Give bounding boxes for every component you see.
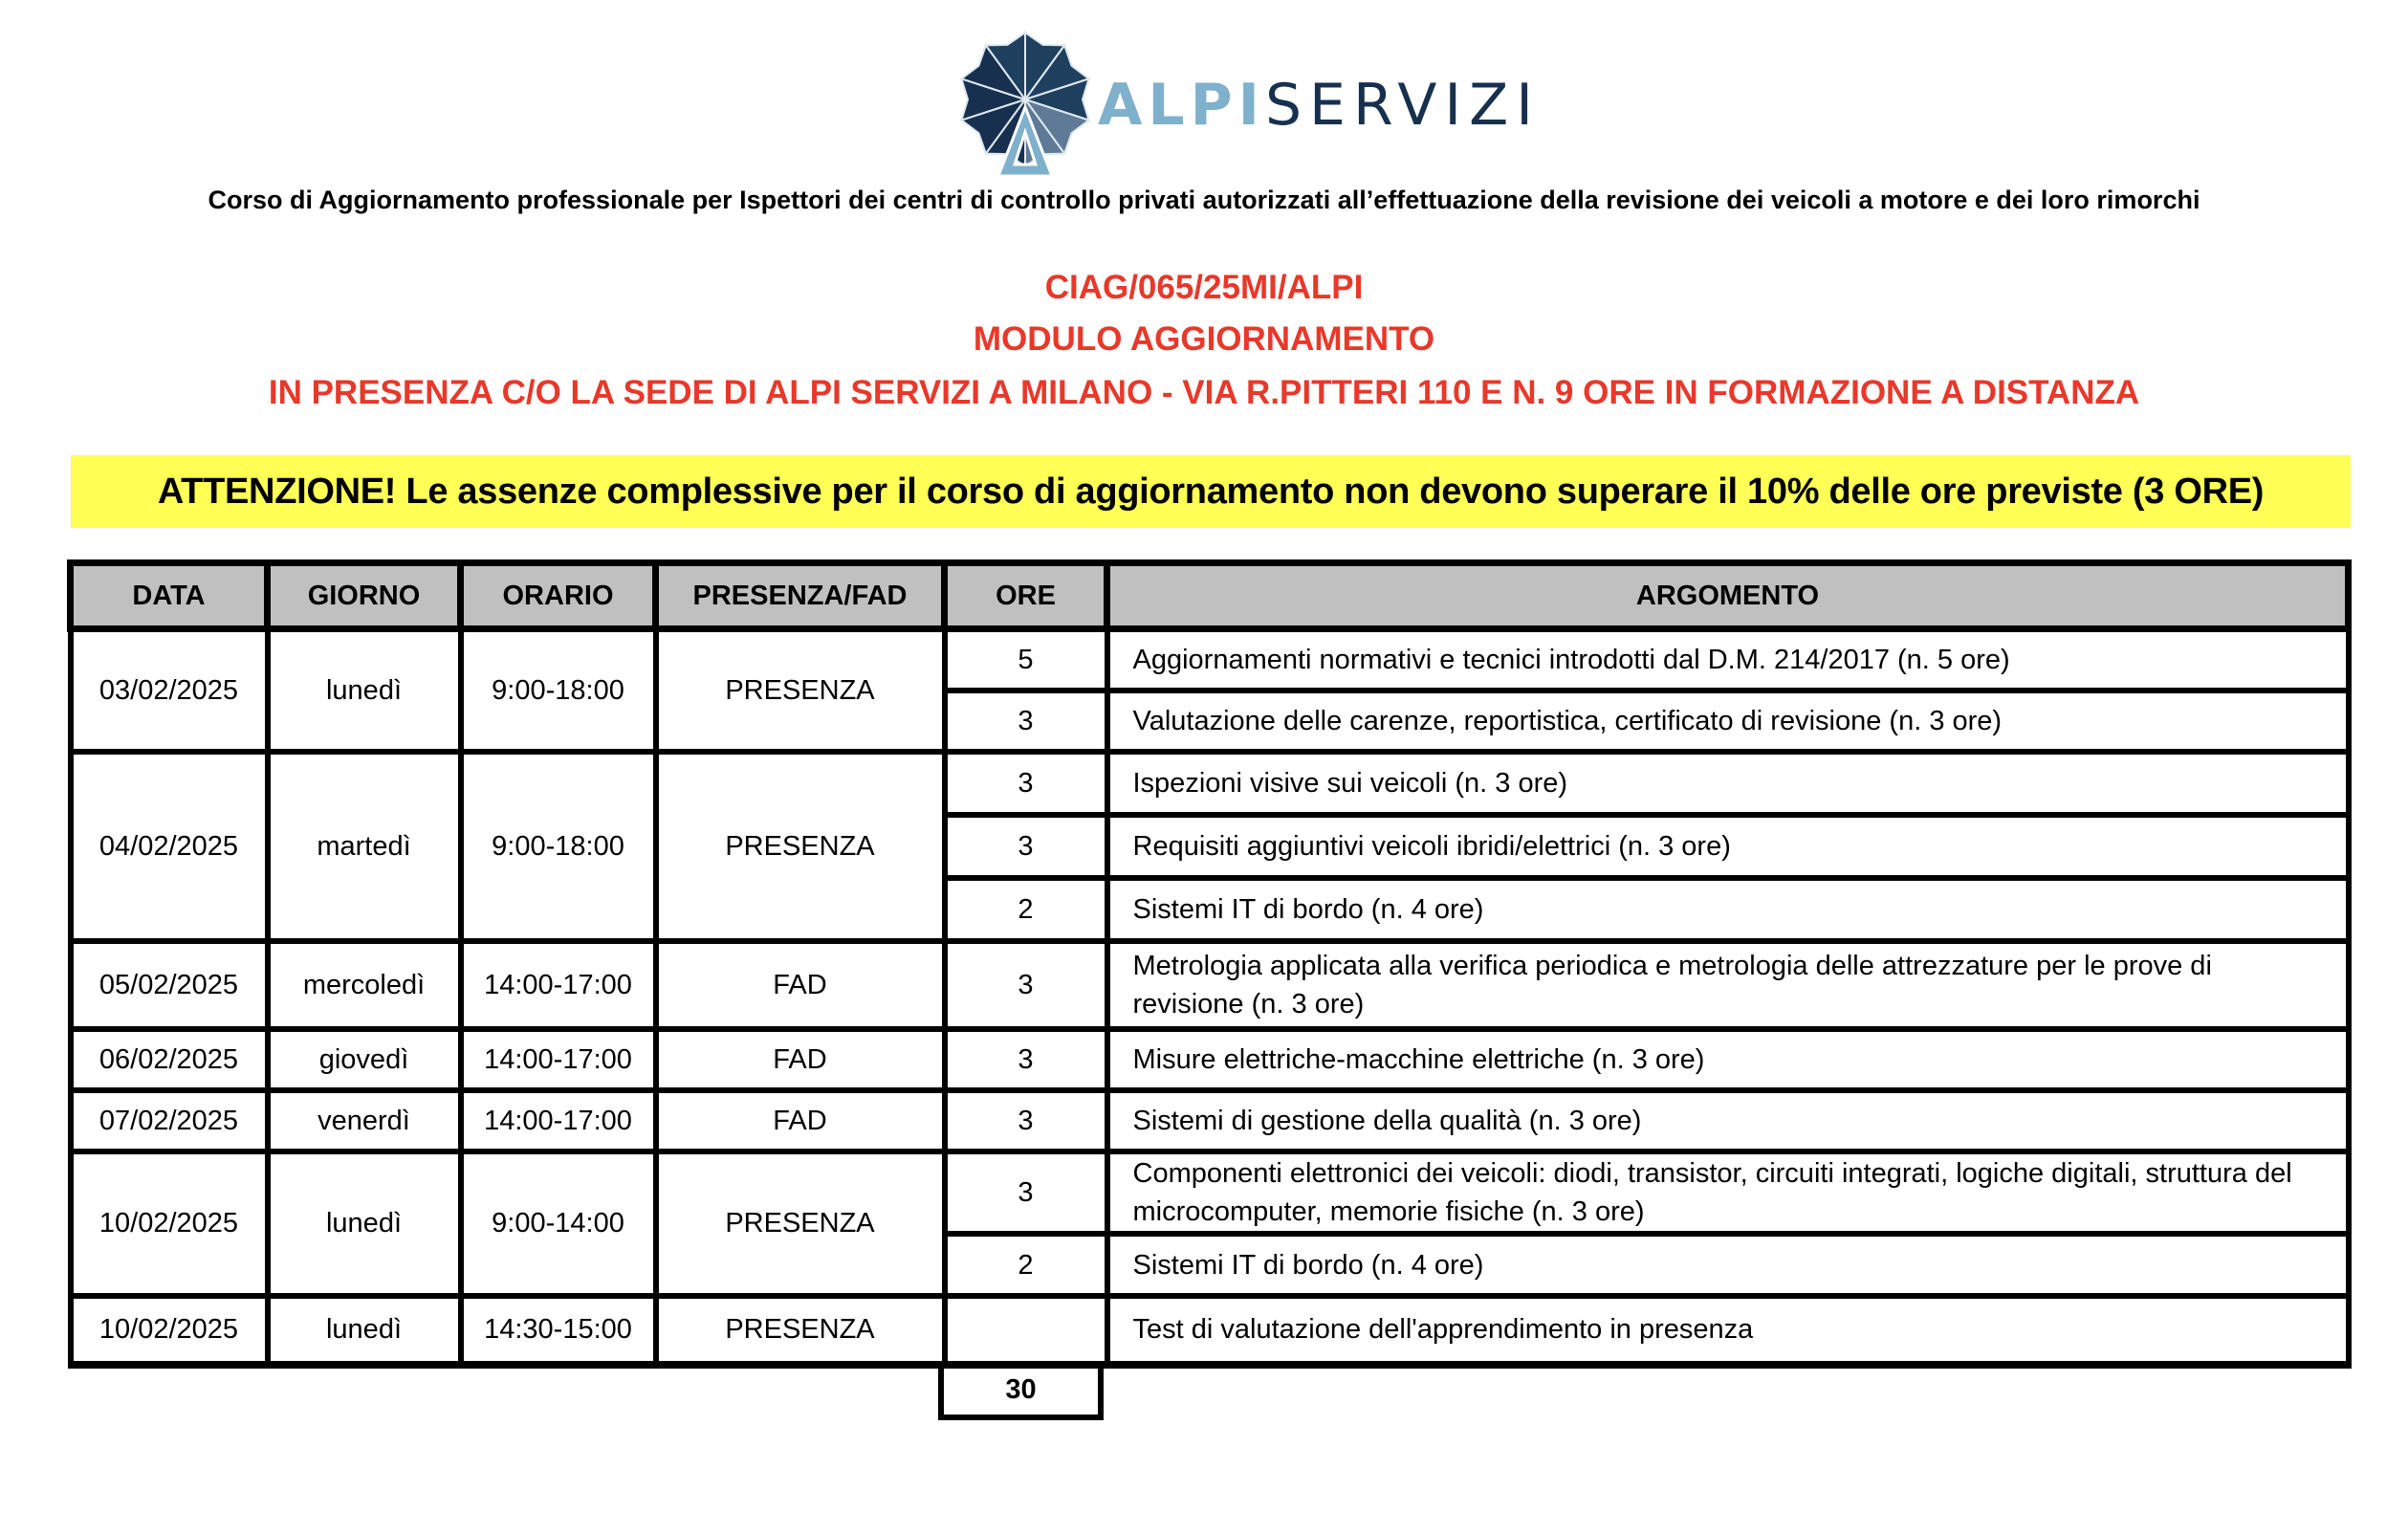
column-header-data: DATA — [71, 563, 268, 629]
location-note: IN PRESENZA C/O LA SEDE DI ALPI SERVIZI A MILANO - VIA R.PITTERI 110 E N. 9 ORE IN FORMAZIONE A DISTANZA — [268, 374, 2140, 411]
cell-data: 03/02/2025 — [71, 629, 268, 752]
cell-modalita: FAD — [656, 941, 945, 1029]
course-subtitle: Corso di Aggiornamento professionale per Ispettori dei centri di controllo privati autorizzati all’effettuazione della revisione dei veicoli a motore e dei loro rimorchi — [208, 186, 2200, 214]
cell-orario: 14:00-17:00 — [461, 1029, 656, 1090]
cell-argomento: Valutazione delle carenze, reportistica, certificato di revisione (n. 3 ore) — [1107, 691, 2349, 752]
cell-orario: 14:00-17:00 — [461, 941, 656, 1029]
cell-giorno: lunedì — [268, 1151, 461, 1295]
table-row — [71, 629, 2349, 691]
cell-giorno: giovedì — [268, 1029, 461, 1090]
cell-ore: 3 — [945, 1029, 1107, 1090]
schedule-table — [67, 559, 2352, 1369]
cell-ore: 3 — [945, 1090, 1107, 1151]
brand-wordmark-servizi: SERVIZI — [1264, 72, 1541, 139]
alpi-servizi-logo — [956, 31, 1541, 176]
cell-orario: 9:00-14:00 — [461, 1151, 656, 1295]
cell-argomento: Sistemi di gestione della qualità (n. 3 ore) — [1107, 1090, 2349, 1151]
cell-modalita: PRESENZA — [656, 1296, 945, 1365]
table-row — [71, 1029, 2349, 1090]
course-code: CIAG/065/25MI/ALPI — [1044, 269, 1364, 306]
cell-argomento: Requisiti aggiuntivi veicoli ibridi/elettrici (n. 3 ore) — [1107, 815, 2349, 878]
cell-ore: 3 — [945, 815, 1107, 878]
cell-giorno: lunedì — [268, 629, 461, 752]
total-ore-value: 30 — [1005, 1374, 1037, 1405]
table-header-row — [71, 563, 2349, 629]
cell-data: 10/02/2025 — [71, 1296, 268, 1365]
table-row — [71, 1151, 2349, 1234]
table-row — [71, 1090, 2349, 1151]
cell-data: 04/02/2025 — [71, 752, 268, 941]
cell-ore: 2 — [945, 1234, 1107, 1295]
cell-modalita: FAD — [656, 1090, 945, 1151]
table-row — [71, 941, 2349, 1029]
cell-ore: 2 — [945, 878, 1107, 940]
attention-banner — [71, 455, 2351, 528]
cell-orario: 14:00-17:00 — [461, 1090, 656, 1151]
column-header-giorno: GIORNO — [268, 563, 461, 629]
module-title: MODULO AGGIORNAMENTO — [973, 320, 1435, 358]
cell-argomento: Ispezioni visive sui veicoli (n. 3 ore) — [1107, 752, 2349, 815]
cell-giorno: lunedì — [268, 1296, 461, 1365]
cell-ore — [945, 1296, 1107, 1365]
cell-ore: 5 — [945, 629, 1107, 691]
total-ore-cell — [938, 1366, 1104, 1420]
cell-ore: 3 — [945, 691, 1107, 752]
cell-data: 07/02/2025 — [71, 1090, 268, 1151]
attention-banner-text: ATTENZIONE! Le assenze complessive per il corso di aggiornamento non devono superare il 10% delle ore previste (3 ORE) — [157, 471, 2265, 512]
cell-data: 10/02/2025 — [71, 1151, 268, 1295]
cell-data: 06/02/2025 — [71, 1029, 268, 1090]
column-header-ore: ORE — [945, 563, 1107, 629]
cell-data: 05/02/2025 — [71, 941, 268, 1029]
cell-modalita: PRESENZA — [656, 629, 945, 752]
cell-argomento: Misure elettriche-macchine elettriche (n. 3 ore) — [1107, 1029, 2349, 1090]
cell-giorno: martedì — [268, 752, 461, 941]
umbrella-logo-icon — [956, 31, 1095, 176]
cell-modalita: PRESENZA — [656, 1151, 945, 1295]
column-header-argomento: ARGOMENTO — [1107, 563, 2349, 629]
cell-argomento: Componenti elettronici dei veicoli: diodi, transistor, circuiti integrati, logiche digitali, struttura del microcomputer, memorie fisiche (n. 3 ore) — [1107, 1151, 2349, 1234]
cell-ore: 3 — [945, 752, 1107, 815]
cell-modalita: PRESENZA — [656, 752, 945, 941]
cell-giorno: mercoledì — [268, 941, 461, 1029]
table-row — [71, 752, 2349, 815]
brand-wordmark-alpi: ALPI — [1098, 72, 1265, 139]
cell-ore: 3 — [945, 941, 1107, 1029]
table-row — [71, 1296, 2349, 1365]
cell-ore: 3 — [945, 1151, 1107, 1234]
cell-argomento: Metrologia applicata alla verifica periodica e metrologia delle attrezzature per le prove di revisione (n. 3 ore) — [1107, 941, 2349, 1029]
column-header-orario: ORARIO — [461, 563, 656, 629]
cell-orario: 9:00-18:00 — [461, 752, 656, 941]
cell-orario: 9:00-18:00 — [461, 629, 656, 752]
brand-wordmark — [1098, 72, 1541, 139]
cell-orario: 14:30-15:00 — [461, 1296, 656, 1365]
cell-modalita: FAD — [656, 1029, 945, 1090]
cell-argomento: Sistemi IT di bordo (n. 4 ore) — [1107, 1234, 2349, 1295]
cell-giorno: venerdì — [268, 1090, 461, 1151]
cell-argomento: Sistemi IT di bordo (n. 4 ore) — [1107, 878, 2349, 940]
cell-argomento: Test di valutazione dell'apprendimento in presenza — [1107, 1296, 2349, 1365]
column-header-presenza-fad: PRESENZA/FAD — [656, 563, 945, 629]
cell-argomento: Aggiornamenti normativi e tecnici introdotti dal D.M. 214/2017 (n. 5 ore) — [1107, 629, 2349, 691]
